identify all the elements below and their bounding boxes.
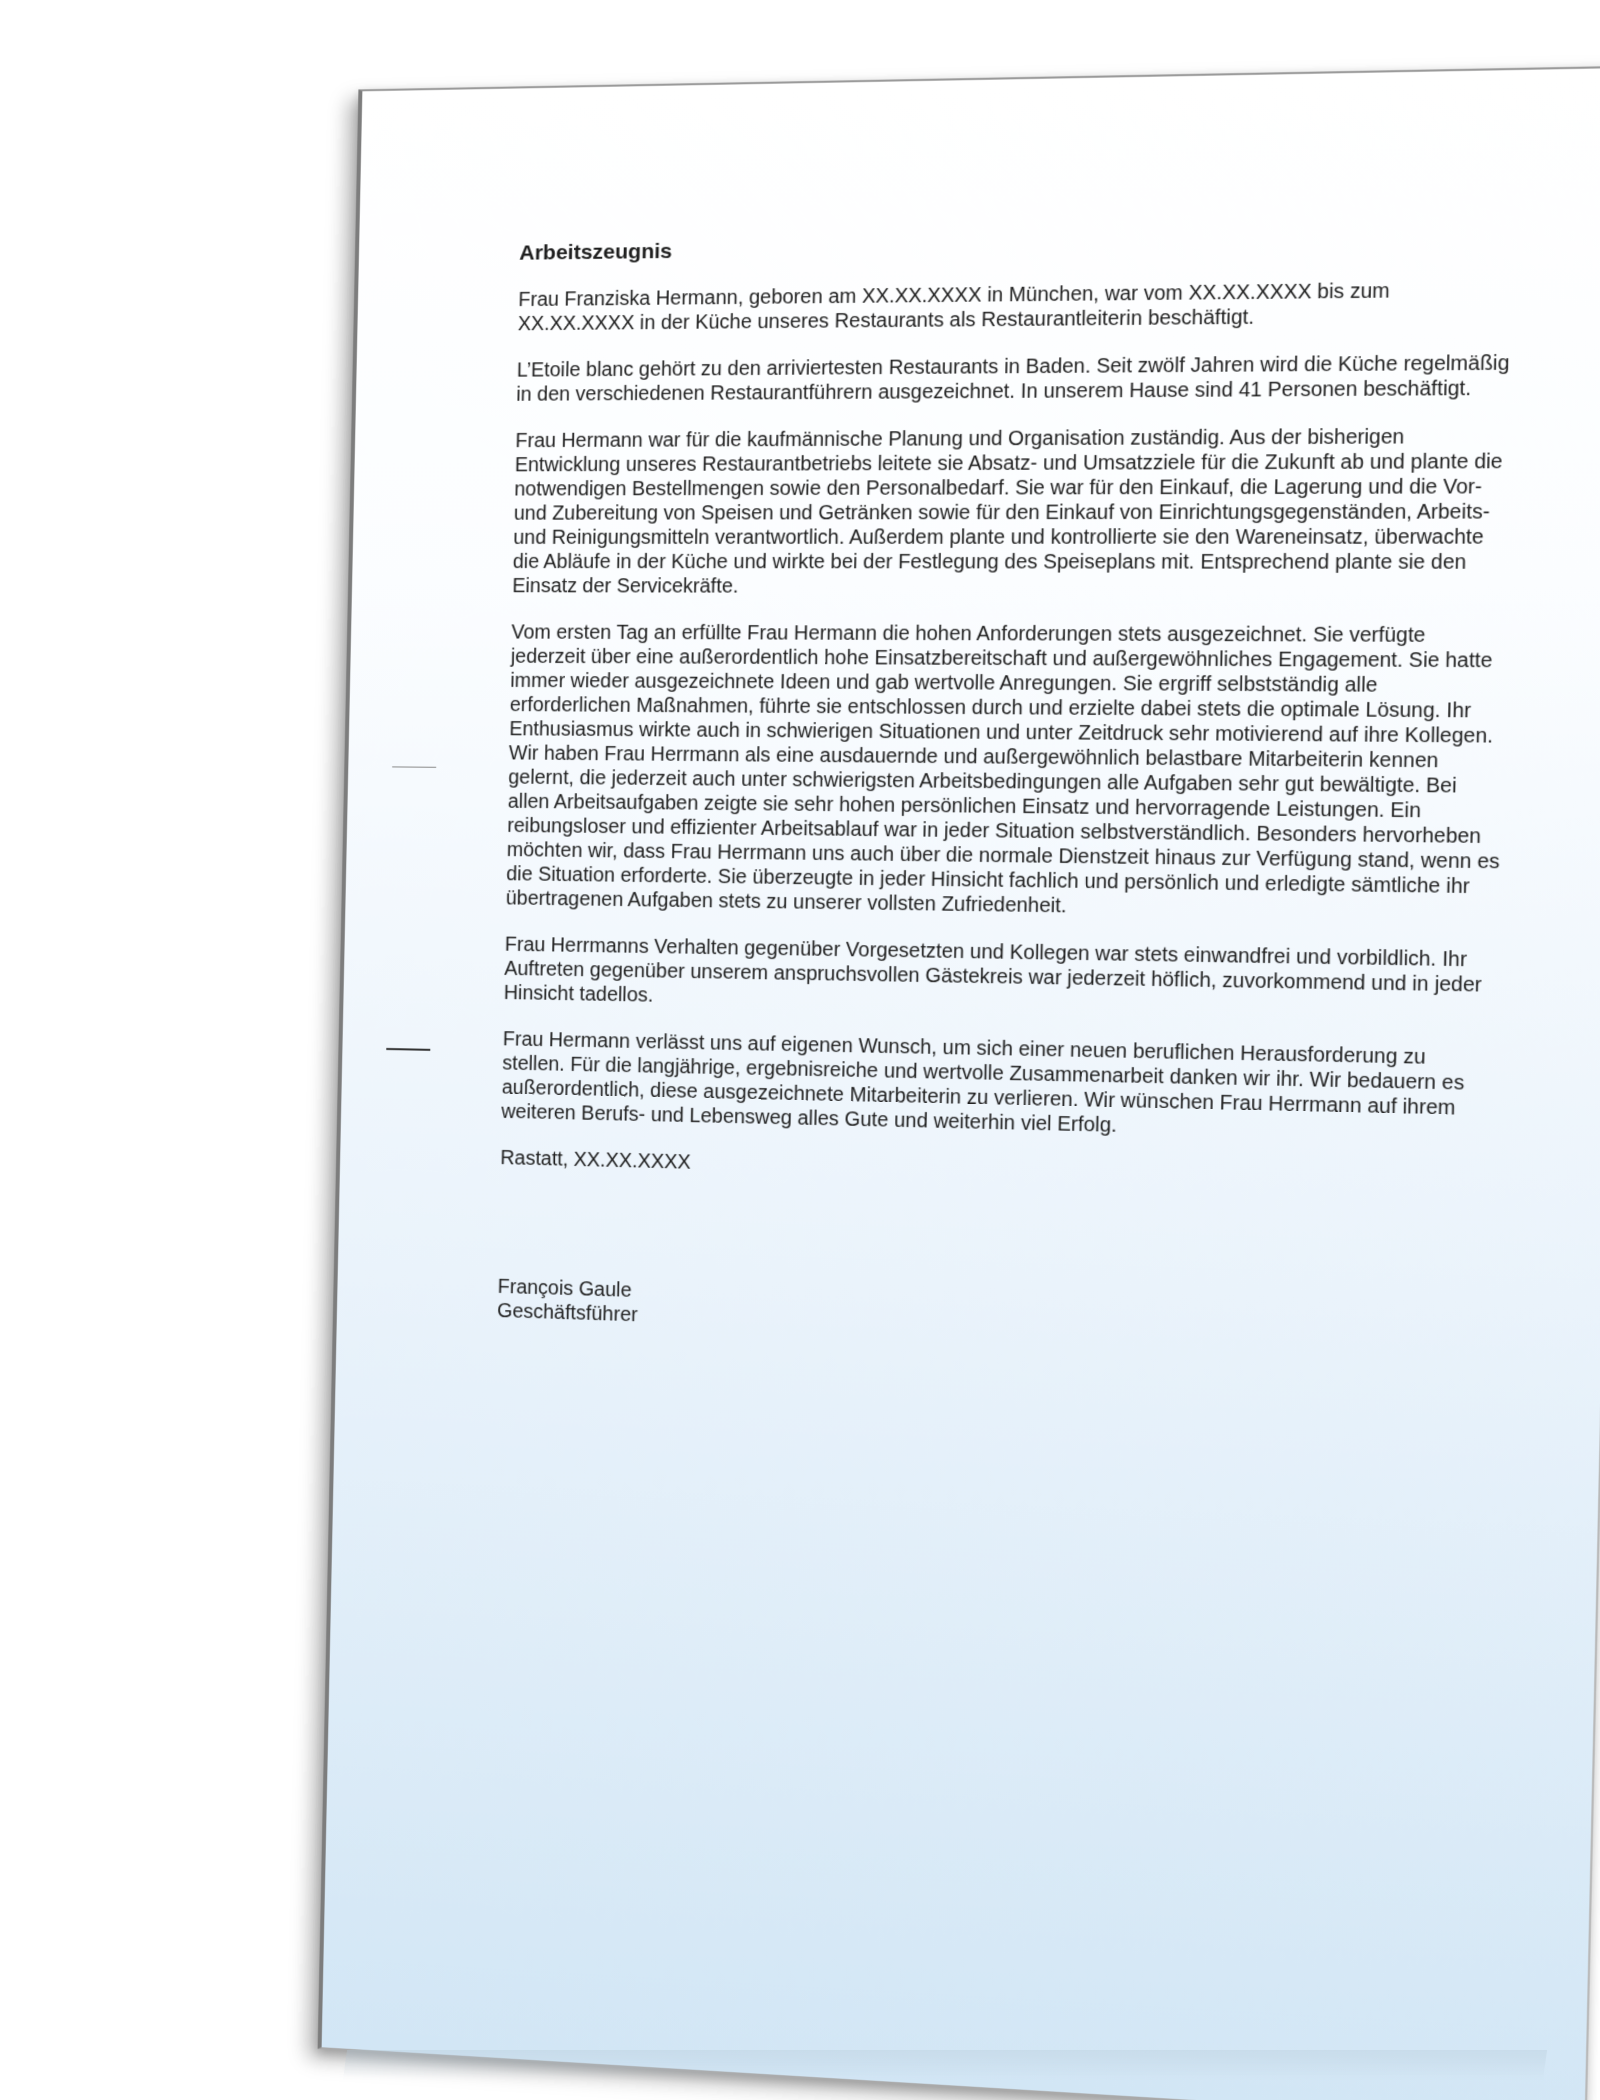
signatory-role: Geschäftsführer [496, 1299, 638, 1327]
document-page [318, 66, 1600, 2100]
paragraph-duties: Frau Hermann war für die kaufmännische Planung und Organisation zuständig. Aus der bisherigen Entwicklung unseres Restaurantbetriebs leitete sie Absatz- und Umsatzziele für die Zukunft ab und plante die notwendigen Bestellmengen sowie den Personalbedarf. Sie war für den Einkauf, die Lagerung und die Vor- und Zubereitung von Speisen und Getränken sowie für den Einkauf von Einrichtungsgegenständen, Arbeits- und Reinigungsmitteln verantwortlich. Außerdem plante und kontrollierte sie den Wareneinsatz, überwachte die Abläufe in der Küche und wirkte bei der Festlegung des Speiseplans mit. Entsprechend plante sie den Einsatz der Servicekräfte. [512, 425, 1503, 598]
paragraph-closing: Frau Hermann verlässt uns auf eigenen Wunsch, um sich einer neuen beruflichen Herausforderung zu stellen. Für die langjährige, ergebnisreiche und wertvolle Zusammenarbeit danken wir ihr. Wir bedauern es außerordentlich, diese ausgezeichnete Mitarbeiterin zu verlieren. Wir wünschen Frau Herrmann auf ihrem weiteren Berufs- und Lebensweg alles Gute und weiterhin viel Erfolg. [501, 1028, 1465, 1137]
paragraph-intro: Frau Franziska Hermann, geboren am XX.XX.XXXX in München, war vom XX.XX.XXXX bis zum XX.XX.XXXX in der Küche unseres Restaurants als Restaurantleiterin beschäftigt. [517, 279, 1390, 336]
punch-mark [386, 1048, 430, 1051]
document-title: Arbeitszeugnis [519, 239, 673, 265]
paragraph-conduct: Frau Herrmanns Verhalten gegenüber Vorgesetzten und Kollegen war stets einwandfrei und vorbildlich. Ihr Auftreten gegenüber unserem anspruchsvollen Gästekreis war jederzeit höflich, zuvorkommend und in jeder Hinsicht tadellos. [503, 933, 1482, 1007]
document-body [497, 229, 1517, 1354]
paragraph-performance: Vom ersten Tag an erfüllte Frau Hermann die hohen Anforderungen stets ausgezeichnet. Sie verfügte jederzeit über eine außerordentlich hohe Einsatzbereitschaft und außergewöhnliches Engagement. Sie hatte immer wieder ausgezeichnete Ideen und gab wertvolle Anregungen. Sie ergriff selbstständig alle erforderlichen Maßnahmen, führte sie entschlossen durch und erzielte dabei stets die optimale Lösung. Ihr Enthusiasmus wirkte auch in schwierigen Situationen und unter Zeitdruck sehr motivierend auf ihre Kollegen. Wir haben Frau Herrmann als eine ausdauernde und außergewöhnlich belastbare Mitarbeiterin kennen gelernt, die jederzeit auch unter schwierigsten Arbeitsbedingungen alle Aufgaben sehr gut bewältigte. Bei allen Arbeitsaufgaben zeigte sie sehr hohen persönlichen Einsatz und hervorragende Leistungen. Ein reibungsloser und effizienter Arbeitsablauf war in jeder Situation selbstverständlich. Besonders hervorheben möchten wir, dass Frau Herrmann uns auch über die normale Dienstzeit hinaus zur Verfügung stand, wenn es die Situation erforderte. Sie überzeugte in jeder Hinsicht fachlich und persönlich und erledigte sämtliche ihr übertragenen Aufgaben stets zu unserer vollsten Zufriedenheit. [505, 621, 1501, 918]
paragraph-company: L’Etoile blanc gehört zu den arriviertesten Restaurants in Baden. Seit zwölf Jahren wird die Küche regelmäßig in den verschiedenen Restaurantführern ausgezeichnet. In unserem Hause sind 41 Personen beschäftigt. [516, 351, 1510, 406]
page-container [318, 66, 1600, 2100]
page-reflection [343, 2050, 1547, 2080]
fold-mark-top [392, 766, 436, 767]
place-date: Rastatt, XX.XX.XXXX [500, 1146, 691, 1174]
signatory-name: François Gaule [497, 1275, 632, 1302]
